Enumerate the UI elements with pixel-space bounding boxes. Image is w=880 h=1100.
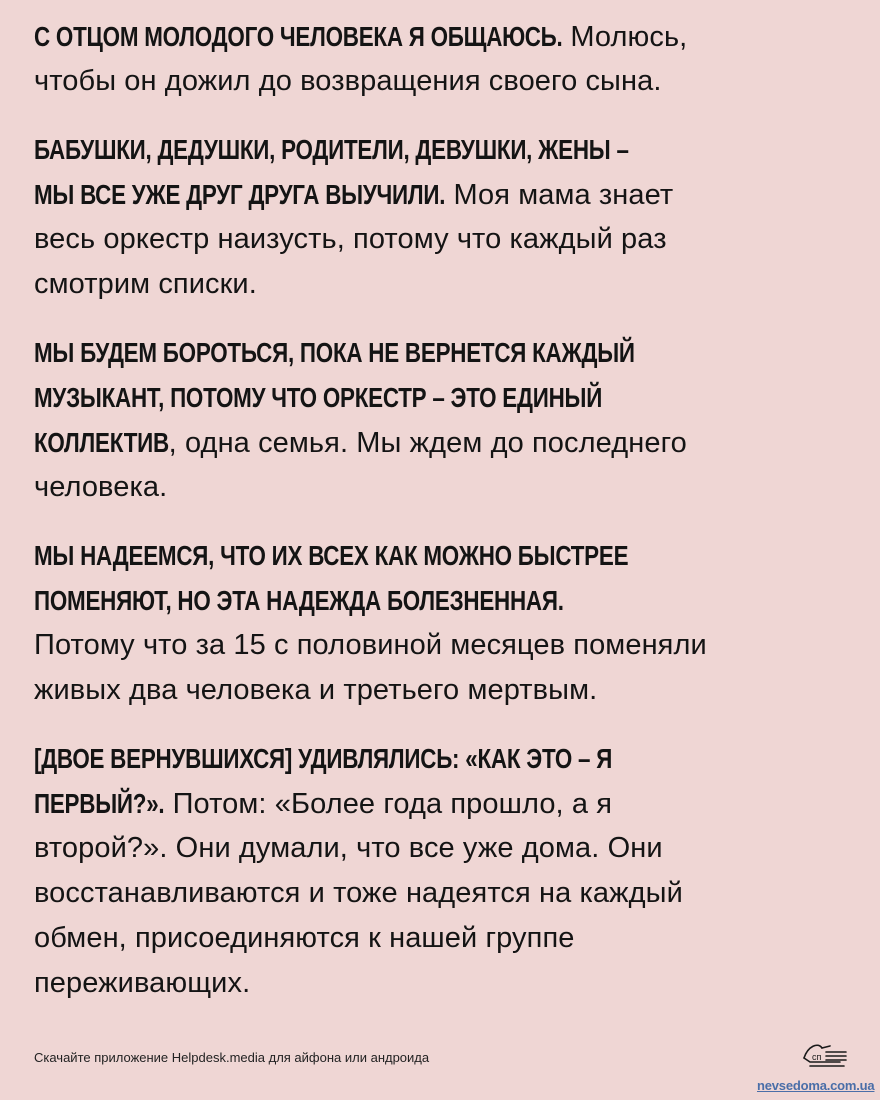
- body-text: человека.: [34, 471, 168, 503]
- bold-lead-text: [ДВОЕ ВЕРНУВШИХСЯ] УДИВЛЯЛИСЬ: «КАК ЭТО – Я: [34, 743, 613, 774]
- body-text: весь оркестр наизусть, потому что каждый раз: [34, 223, 667, 255]
- app-download-footer: Скачайте приложение Helpdesk.media для айфона или андроида: [34, 1050, 430, 1065]
- bold-lead-text: ПОМЕНЯЮТ, НО ЭТА НАДЕЖДА БОЛЕЗНЕННАЯ.: [34, 585, 564, 616]
- text-line: [34, 59, 844, 104]
- body-text: Потом: «Более года прошло, а я: [164, 788, 613, 820]
- text-line: [34, 533, 844, 578]
- text-line: [34, 668, 844, 713]
- text-line: [34, 172, 844, 217]
- text-line: [34, 420, 844, 465]
- text-line: [34, 826, 844, 871]
- bold-lead-text: КОЛЛЕКТИВ: [34, 427, 169, 458]
- bold-lead-text: ПЕРВЫЙ?».: [34, 788, 165, 819]
- bold-lead-text: С ОТЦОМ МОЛОДОГО ЧЕЛОВЕКА Я ОБЩАЮСЬ.: [34, 21, 563, 52]
- bold-lead-text: МУЗЫКАНТ, ПОТОМУ ЧТО ОРКЕСТР – ЭТО ЕДИНЫЙ: [34, 382, 603, 413]
- text-line: [34, 916, 844, 961]
- body-text: переживающих.: [34, 967, 251, 999]
- body-text: Моя мама знает: [445, 179, 674, 211]
- text-line: [34, 781, 844, 826]
- paragraph: [34, 533, 844, 713]
- text-line: [34, 127, 844, 172]
- paragraph: [34, 127, 844, 307]
- article-body: [34, 14, 844, 1029]
- bold-lead-text: МЫ НАДЕЕМСЯ, ЧТО ИХ ВСЕХ КАК МОЖНО БЫСТРЕЕ: [34, 540, 629, 571]
- body-text: Молюсь,: [562, 21, 688, 53]
- text-line: [34, 262, 844, 307]
- text-line: [34, 623, 844, 668]
- text-line: [34, 375, 844, 420]
- text-line: [34, 578, 844, 623]
- helpdesk-hand-logo-icon: [800, 1038, 850, 1072]
- body-text: чтобы он дожил до возвращения своего сына.: [34, 65, 662, 97]
- bold-lead-text: МЫ ВСЕ УЖЕ ДРУГ ДРУГА ВЫУЧИЛИ.: [34, 179, 446, 210]
- body-text: обмен, присоединяются к нашей группе: [34, 922, 575, 954]
- text-line: [34, 330, 844, 375]
- bold-lead-text: МЫ БУДЕМ БОРОТЬСЯ, ПОКА НЕ ВЕРНЕТСЯ КАЖДЫЙ: [34, 337, 635, 368]
- bold-lead-text: БАБУШКИ, ДЕДУШКИ, РОДИТЕЛИ, ДЕВУШКИ, ЖЕНЫ –: [34, 134, 629, 165]
- body-text: Потому что за 15 с половиной месяцев поменяли: [34, 629, 707, 661]
- watermark-link[interactable]: nevsedoma.com.ua: [757, 1078, 875, 1093]
- text-line: [34, 736, 844, 781]
- svg-text:сп: сп: [812, 1052, 822, 1062]
- body-text: восстанавливаются и тоже надеятся на каждый: [34, 877, 683, 909]
- text-line: [34, 871, 844, 916]
- text-line: [34, 465, 844, 510]
- text-line: [34, 14, 844, 59]
- text-line: [34, 217, 844, 262]
- body-text: смотрим списки.: [34, 268, 257, 300]
- paragraph: [34, 736, 844, 1006]
- paragraph: [34, 330, 844, 510]
- body-text: второй?». Они думали, что все уже дома. Они: [34, 832, 663, 864]
- body-text: , одна семья. Мы ждем до последнего: [168, 427, 687, 459]
- body-text: живых два человека и третьего мертвым.: [34, 674, 598, 706]
- text-line: [34, 961, 844, 1006]
- paragraph: [34, 14, 844, 104]
